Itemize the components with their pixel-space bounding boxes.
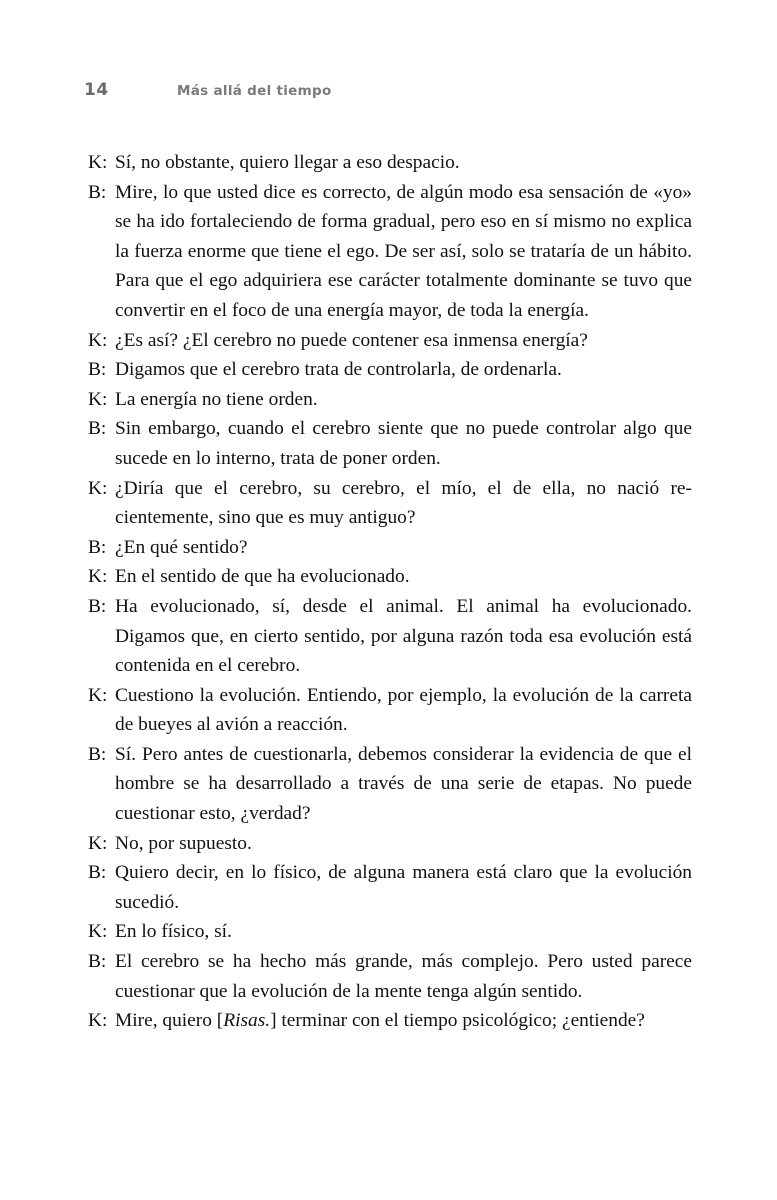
utterance-text: ¿Diría que el cerebro, su cerebro, el mío, el de ella, no nació recientemente, sino que es muy antiguo? xyxy=(115,477,692,529)
speaker-label: K: xyxy=(88,329,108,351)
speaker-label: K: xyxy=(88,832,108,854)
utterance-text: Mire, lo que usted dice es correcto, de algún modo esa sensación de «yo» se ha ido fortaleciendo de forma gradual, pero eso en sí mismo no explica la fuerza enorme que tiene el ego. De ser así, solo se trataría de un hábito. Para que el ego adquiriera ese carácter totalmente dominante se tuvo que convertir en el foco de una energía mayor, de toda la energía. xyxy=(115,181,692,321)
dialogue-body xyxy=(88,148,692,1036)
speaker-label: B: xyxy=(88,359,107,381)
dialogue-turn xyxy=(88,355,692,385)
utterance-text xyxy=(115,1010,645,1031)
speaker-label: K: xyxy=(88,388,108,410)
speaker-label: B: xyxy=(88,536,107,558)
utterance-text: En lo físico, sí. xyxy=(115,921,232,943)
dialogue-turn xyxy=(88,533,692,563)
utterance-text: La energía no tiene orden. xyxy=(115,388,318,410)
utterance-text: En el sentido de que ha evolucionado. xyxy=(115,566,410,588)
dialogue-turn xyxy=(88,858,692,917)
utterance-text-before: Mire, quiero [ xyxy=(115,1010,224,1032)
speaker-label: B: xyxy=(88,595,107,617)
utterance-text: Ha evolucionado, sí, desde el animal. El animal ha evolucionado. Digamos que, en cierto sentido, por alguna razón toda esa evolución está contenida en el cerebro. xyxy=(115,595,692,677)
utterance-text: El cerebro se ha hecho más grande, más complejo. Pero usted parece cuestionar que la evolución de la mente tenga algún sentido. xyxy=(115,951,692,1002)
speaker-label: B: xyxy=(88,181,107,203)
utterance-text: Sin embargo, cuando el cerebro siente que no puede controlar algo que sucede en lo interno, trata de poner orden. xyxy=(115,418,692,469)
utterance-text: ¿Es así? ¿El cerebro no puede contener esa inmensa energía? xyxy=(115,329,588,351)
dialogue-turn xyxy=(88,592,692,681)
dialogue-turn xyxy=(88,414,692,473)
utterance-text: Sí. Pero antes de cuestionarla, debemos considerar la evidencia de que el hombre se ha desarrollado a través de una serie de etapas. No puede cuestionar esto, ¿verdad? xyxy=(115,743,692,825)
dialogue-turn xyxy=(88,148,692,178)
speaker-label: K: xyxy=(88,684,108,706)
dialogue-turn xyxy=(88,474,692,533)
dialogue-turn xyxy=(88,829,692,859)
page-header xyxy=(84,80,704,106)
speaker-label: K: xyxy=(88,152,108,173)
speaker-label: B: xyxy=(88,951,107,973)
utterance-text-after: ] terminar con el tiempo psicológico; ¿entiende? xyxy=(270,1010,645,1032)
dialogue-turn xyxy=(88,562,692,592)
running-title: Más allá del tiempo xyxy=(177,83,332,99)
dialogue-turn xyxy=(88,326,692,356)
speaker-label: B: xyxy=(88,862,107,884)
page-number: 14 xyxy=(84,80,109,100)
utterance-text: Quiero decir, en lo físico, de alguna manera está claro que la evolución sucedió. xyxy=(115,862,692,913)
utterance-text: Digamos que el cerebro trata de controlarla, de ordenarla. xyxy=(115,359,562,381)
utterance-text: ¿En qué sentido? xyxy=(115,536,248,558)
utterance-text: No, por supuesto. xyxy=(115,832,252,854)
speaker-label: B: xyxy=(88,418,107,440)
utterance-text: Cuestiono la evolución. Entiendo, por ejemplo, la evolución de la carreta de bueyes al avión a reacción. xyxy=(115,684,692,736)
speaker-label: K: xyxy=(88,477,108,499)
dialogue-turn xyxy=(88,947,692,1006)
utterance-text: Sí, no obstante, quiero llegar a eso despacio. xyxy=(115,152,460,173)
dialogue-turn xyxy=(88,178,692,326)
dialogue-turn xyxy=(88,385,692,415)
dialogue-turn xyxy=(88,681,692,740)
dialogue-turn xyxy=(88,740,692,829)
speaker-label: B: xyxy=(88,743,107,765)
speaker-label: K: xyxy=(88,921,108,943)
speaker-label: K: xyxy=(88,1010,108,1032)
dialogue-turn xyxy=(88,1006,692,1036)
dialogue-turn xyxy=(88,917,692,947)
stage-direction: Risas. xyxy=(223,1010,271,1032)
speaker-label: K: xyxy=(88,566,108,588)
